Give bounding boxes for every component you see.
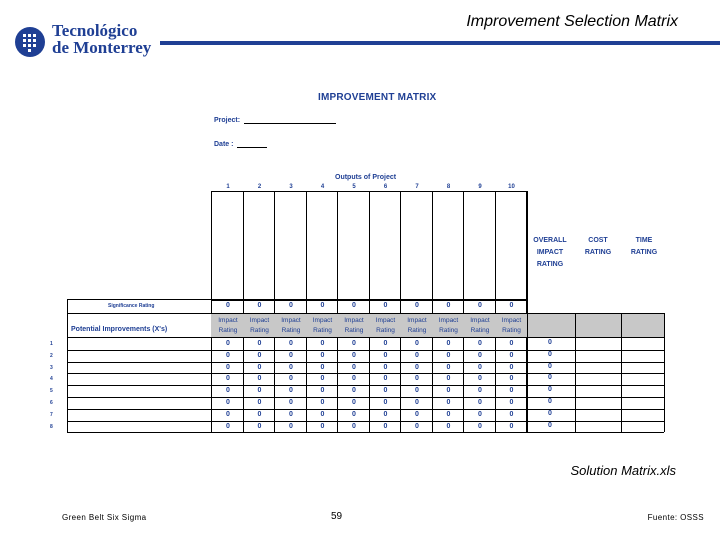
impact-cell: 0	[289, 340, 293, 347]
page-number: 59	[331, 511, 343, 522]
significance-value: 0	[478, 302, 482, 309]
tec-emblem-icon	[14, 26, 46, 58]
impact-rating-header	[370, 316, 402, 336]
impact-cell: 0	[415, 387, 419, 395]
impact-cell: 0	[226, 410, 230, 418]
impact-cell: 0	[289, 422, 293, 430]
impact-cell: 0	[289, 351, 293, 359]
impact-rating-header	[338, 316, 370, 336]
impact-cell: 0	[383, 363, 388, 371]
impact-cell: 0	[509, 363, 514, 371]
impact-cell: 0	[446, 422, 451, 430]
impact-line: Impact	[438, 317, 459, 324]
row-number: 7	[50, 411, 53, 418]
rating-line: Rating	[313, 327, 332, 334]
impact-cell: 0	[415, 410, 419, 418]
output-column-number: 9	[478, 184, 482, 190]
rating-header-line: COST	[588, 237, 608, 244]
impact-cell: 0	[320, 399, 325, 406]
rating-line: Rating	[439, 327, 458, 334]
rating-line: Rating	[376, 327, 395, 334]
impact-cell: 0	[226, 387, 230, 395]
impact-cell: 0	[478, 375, 482, 383]
overall-impact-cell: 0	[548, 350, 552, 358]
rating-header-line: TIME	[635, 237, 653, 244]
row-line	[67, 432, 664, 433]
rating-line: Rating	[250, 327, 269, 334]
rating-header-line: OVERALL	[533, 237, 567, 244]
impact-cell: 0	[320, 340, 325, 347]
date-field	[214, 139, 267, 148]
rating-header-line: RATING	[536, 261, 564, 268]
rating-header	[527, 235, 573, 271]
impact-cell: 0	[257, 410, 262, 418]
impact-cell: 0	[289, 375, 293, 383]
potential-improvements-label: Potential Improvements (X's)	[71, 326, 168, 333]
impact-cell: 0	[289, 387, 293, 395]
impact-cell: 0	[383, 422, 388, 430]
impact-cell: 0	[446, 351, 451, 359]
left-grid-line	[67, 299, 68, 432]
impact-cell: 0	[257, 375, 262, 383]
grid-column-line	[211, 191, 212, 432]
row-number: 8	[50, 423, 53, 430]
rating-line: Rating	[470, 327, 490, 334]
rating-header	[575, 235, 621, 259]
impact-cell: 0	[446, 410, 451, 418]
rating-column-line	[527, 191, 528, 432]
impact-cell: 0	[478, 387, 482, 395]
grid-column-line	[400, 191, 401, 432]
impact-cell: 0	[352, 410, 356, 418]
significance-value: 0	[289, 302, 293, 309]
row-number: 6	[50, 400, 53, 406]
grid-column-line	[369, 191, 370, 432]
impact-cell: 0	[383, 410, 388, 418]
impact-rating-header	[401, 316, 433, 336]
brand-name	[52, 22, 151, 56]
significance-value: 0	[352, 302, 356, 309]
grid-column-line	[463, 191, 464, 432]
impact-cell: 0	[257, 399, 262, 406]
rating-column-line	[664, 313, 665, 432]
impact-cell: 0	[383, 375, 388, 383]
impact-line: Impact	[344, 317, 364, 324]
impact-cell: 0	[289, 399, 293, 406]
row-number: 4	[50, 376, 53, 383]
impact-cell: 0	[415, 340, 419, 347]
date-blank-line	[237, 139, 267, 148]
significance-value: 0	[226, 302, 230, 309]
impact-cell: 0	[226, 363, 230, 371]
impact-cell: 0	[446, 375, 451, 383]
impact-cell: 0	[446, 387, 451, 395]
impact-cell: 0	[352, 351, 356, 359]
matrix-title: IMPROVEMENT MATRIX	[318, 92, 437, 103]
impact-cell: 0	[352, 422, 356, 430]
impact-cell: 0	[226, 422, 230, 430]
output-column-number: 10	[508, 184, 515, 190]
overall-impact-cell: 0	[548, 421, 552, 429]
impact-cell: 0	[257, 422, 262, 430]
impact-cell: 0	[478, 422, 482, 430]
impact-cell: 0	[352, 399, 356, 406]
footer-course: Green Belt Six Sigma	[62, 513, 147, 522]
grid-column-line	[274, 191, 275, 432]
impact-rating-header	[307, 316, 339, 336]
impact-cell: 0	[226, 351, 230, 359]
overall-impact-cell: 0	[548, 374, 552, 382]
rating-line: Rating	[281, 327, 301, 334]
rating-column-line	[621, 313, 622, 432]
impact-cell: 0	[446, 399, 451, 406]
impact-cell: 0	[352, 340, 356, 347]
impact-cell: 0	[415, 363, 419, 371]
impact-cell: 0	[352, 363, 356, 371]
impact-cell: 0	[509, 422, 514, 430]
row-number: 5	[50, 388, 53, 395]
grid-column-line	[432, 191, 433, 432]
rating-header-line: RATING	[584, 249, 612, 256]
impact-rating-header	[496, 316, 528, 336]
impact-cell: 0	[509, 410, 514, 418]
rating-line: Rating	[502, 327, 521, 334]
output-column-number: 7	[415, 184, 419, 190]
impact-rating-header	[244, 316, 276, 336]
impact-cell: 0	[320, 387, 325, 395]
impact-rating-header	[433, 316, 465, 336]
overall-impact-cell: 0	[548, 362, 552, 370]
impact-cell: 0	[226, 375, 230, 383]
rating-line: Rating	[218, 327, 238, 334]
output-column-number: 1	[226, 184, 230, 190]
impact-line: Impact	[218, 317, 238, 324]
significance-value: 0	[320, 302, 325, 309]
output-column-number: 2	[257, 184, 262, 190]
impact-cell: 0	[320, 375, 325, 383]
project-blank-line	[244, 115, 336, 124]
output-column-number: 4	[320, 184, 325, 190]
impact-cell: 0	[478, 351, 482, 359]
impact-cell: 0	[383, 351, 388, 359]
impact-cell: 0	[320, 410, 325, 418]
rating-header-line: IMPACT	[536, 249, 564, 256]
tec-logo	[14, 22, 174, 62]
impact-rating-header	[212, 316, 244, 336]
impact-cell: 0	[415, 399, 419, 406]
title-divider	[160, 41, 720, 45]
significance-label: Significance Rating	[108, 303, 155, 309]
impact-cell: 0	[478, 363, 482, 371]
significance-top-line	[67, 299, 527, 300]
slide-title: Improvement Selection Matrix	[466, 13, 678, 30]
impact-cell: 0	[320, 351, 325, 359]
brand-line-2: de Monterrey	[52, 38, 152, 57]
impact-cell: 0	[478, 410, 482, 418]
grid-column-line	[306, 191, 307, 432]
impact-cell: 0	[257, 340, 262, 347]
significance-value: 0	[257, 302, 262, 309]
impact-cell: 0	[383, 399, 388, 406]
impact-cell: 0	[383, 340, 388, 347]
output-column-number: 6	[383, 184, 388, 190]
impact-cell: 0	[478, 399, 482, 406]
impact-cell: 0	[446, 363, 451, 371]
grid-column-line	[337, 191, 338, 432]
impact-line: Impact	[375, 317, 396, 324]
output-column-number: 8	[446, 184, 451, 190]
row-number: 2	[50, 352, 53, 359]
impact-cell: 0	[509, 387, 514, 395]
rating-line: Rating	[407, 327, 427, 334]
row-number: 3	[50, 364, 53, 371]
significance-value: 0	[415, 302, 419, 309]
overall-impact-cell: 0	[548, 386, 552, 394]
impact-line: Impact	[249, 317, 270, 324]
impact-cell: 0	[509, 340, 514, 347]
impact-cell: 0	[383, 387, 388, 395]
rating-column-line	[575, 313, 576, 432]
impact-cell: 0	[289, 410, 293, 418]
impact-cell: 0	[446, 340, 451, 347]
impact-cell: 0	[352, 375, 356, 383]
overall-impact-cell: 0	[548, 409, 552, 417]
row-number: 1	[50, 341, 53, 347]
impact-cell: 0	[509, 399, 514, 406]
file-name: Solution Matrix.xls	[570, 463, 676, 478]
overall-impact-cell: 0	[548, 339, 552, 346]
impact-cell: 0	[415, 351, 419, 359]
impact-cell: 0	[352, 387, 356, 395]
impact-cell: 0	[226, 340, 230, 347]
impact-line: Impact	[470, 317, 490, 324]
impact-cell: 0	[415, 375, 419, 383]
grid-column-line	[243, 191, 244, 432]
project-label: Project:	[214, 117, 241, 124]
rating-header	[621, 235, 667, 259]
impact-cell: 0	[478, 340, 482, 347]
overall-impact-cell: 0	[548, 398, 552, 405]
impact-cell: 0	[320, 363, 325, 371]
impact-cell: 0	[320, 422, 325, 430]
rating-header-line: RATING	[630, 249, 658, 256]
significance-value: 0	[446, 302, 451, 309]
output-column-number: 3	[289, 184, 293, 190]
outputs-label: Outputs of Project	[335, 174, 397, 181]
impact-cell: 0	[257, 387, 262, 395]
brand-line-1: Tecnológico	[52, 21, 138, 40]
impact-cell: 0	[226, 399, 230, 406]
impact-cell: 0	[509, 375, 514, 383]
significance-value: 0	[509, 302, 514, 309]
impact-rating-header	[464, 316, 496, 336]
grid-column-line	[495, 191, 496, 432]
impact-cell: 0	[257, 363, 262, 371]
project-field	[214, 115, 336, 124]
potential-header-left	[67, 313, 211, 337]
impact-cell: 0	[415, 422, 419, 430]
impact-line: Impact	[407, 317, 427, 324]
impact-cell: 0	[509, 351, 514, 359]
impact-line: Impact	[281, 317, 301, 324]
impact-line: Impact	[312, 317, 333, 324]
significance-value: 0	[383, 302, 388, 309]
impact-line: Impact	[501, 317, 522, 324]
impact-rating-header	[275, 316, 307, 336]
footer-source: Fuente: OSSS	[647, 513, 704, 522]
date-label: Date :	[214, 141, 234, 148]
impact-cell: 0	[257, 351, 262, 359]
output-column-number: 5	[352, 184, 356, 190]
rating-line: Rating	[344, 327, 364, 334]
impact-cell: 0	[289, 363, 293, 371]
